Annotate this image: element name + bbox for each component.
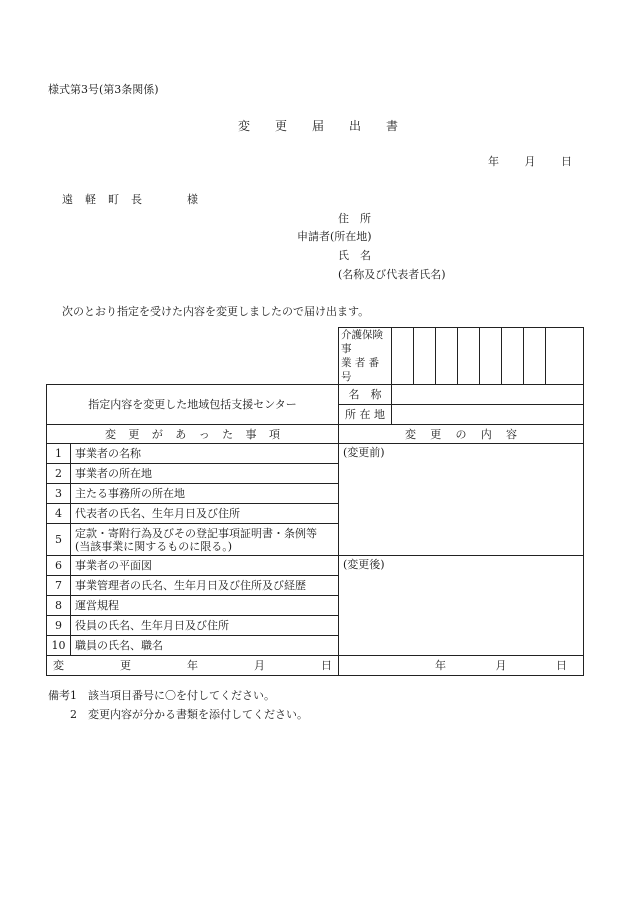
date-line xyxy=(488,155,572,169)
item-number[interactable]: 5 xyxy=(47,524,71,556)
note-2: 2 変更内容が分かる書類を添付してください。 xyxy=(70,708,308,721)
item-label-line: 定款・寄附行為及びその登記事項証明書・条例等 xyxy=(75,526,317,540)
item-label: 運営規程 xyxy=(71,596,339,616)
matters-header-char: が xyxy=(151,427,163,441)
matters-header-char: 更 xyxy=(128,427,140,441)
center-name-label: 名 称 xyxy=(339,385,392,405)
representative-label: (名称及び代表者氏名) xyxy=(338,268,446,281)
insurer-number-digit[interactable] xyxy=(436,328,458,385)
center-location-label: 所 在 地 xyxy=(339,405,392,425)
insurer-number-digit[interactable] xyxy=(546,328,584,385)
matters-header xyxy=(47,425,339,444)
title-char: 出 xyxy=(348,119,361,133)
change-date-day: 日 xyxy=(556,659,567,672)
insurer-number-digit[interactable] xyxy=(480,328,502,385)
matters-header-char: あ xyxy=(175,427,187,441)
change-date-char: 年 xyxy=(187,659,198,672)
after-change-label: (変更後) xyxy=(343,558,385,571)
change-form-table xyxy=(46,327,584,676)
date-day-label: 日 xyxy=(561,155,572,168)
item-label: 事業者の名称 xyxy=(71,444,339,464)
matters-header-char: た xyxy=(222,427,234,441)
addressee-name xyxy=(62,193,142,207)
matters-header-char: 変 xyxy=(105,427,116,441)
change-date-char: 変 xyxy=(53,659,64,672)
title-char: 変 xyxy=(238,119,251,133)
item-label: 代表者の氏名、生年月日及び住所 xyxy=(71,504,339,524)
intro-text: 次のとおり指定を受けた内容を変更しましたので届け出ます。 xyxy=(62,305,370,318)
item-label: 事業者の所在地 xyxy=(71,464,339,484)
insurer-number-label-line2: 業 者 番 号 xyxy=(341,357,380,383)
item-label: 主たる事務所の所在地 xyxy=(71,484,339,504)
content-header-char: の xyxy=(455,427,467,441)
change-date-month: 月 xyxy=(495,659,507,672)
item-number[interactable]: 2 xyxy=(47,464,71,484)
change-date-char: 月 xyxy=(254,659,265,672)
addressee-char: 町 xyxy=(108,193,119,206)
addressee-char: 長 xyxy=(131,193,142,206)
item-number[interactable]: 7 xyxy=(47,576,71,596)
note-1: 備考1 該当項目番号に〇を付してください。 xyxy=(48,689,275,702)
insurer-number-digit[interactable] xyxy=(502,328,524,385)
item-label xyxy=(71,524,339,556)
blank-cell xyxy=(47,328,339,385)
title-char: 書 xyxy=(385,119,398,133)
item-label: 役員の氏名、生年月日及び住所 xyxy=(71,616,339,636)
item-number[interactable]: 3 xyxy=(47,484,71,504)
content-header-char: 内 xyxy=(480,427,492,441)
matters-header-char: 事 xyxy=(245,427,257,441)
insurer-number-digit[interactable] xyxy=(392,328,414,385)
item-label: 職員の氏名、職名 xyxy=(71,636,339,656)
change-date-char: 日 xyxy=(321,659,332,672)
item-number[interactable]: 4 xyxy=(47,504,71,524)
insurer-number-digit[interactable] xyxy=(414,328,436,385)
before-change-label: (変更前) xyxy=(343,446,385,459)
item-number[interactable]: 10 xyxy=(47,636,71,656)
change-date-field[interactable] xyxy=(339,656,584,676)
addressee-honorific: 様 xyxy=(187,193,198,206)
matters-header-char: っ xyxy=(198,427,210,441)
date-month-label: 月 xyxy=(524,155,536,168)
insurer-number-digit[interactable] xyxy=(458,328,480,385)
addressee-char: 軽 xyxy=(85,193,96,206)
content-header xyxy=(339,425,584,444)
before-change-field[interactable] xyxy=(339,444,584,556)
center-name-field[interactable] xyxy=(392,385,584,405)
content-header-char: 容 xyxy=(506,427,517,441)
item-label: 事業管理者の氏名、生年月日及び住所及び経歴 xyxy=(71,576,339,596)
document-title xyxy=(238,119,398,133)
insurer-number-label-line1: 介護保険事 xyxy=(341,329,383,355)
change-date-year: 年 xyxy=(435,659,446,672)
item-label-line: (当該事業に関するものに限る。) xyxy=(75,539,233,553)
applicant-label: 申請者(所在地) xyxy=(297,230,372,243)
matters-header-char: 項 xyxy=(268,427,280,441)
insurer-number-digit[interactable] xyxy=(524,328,546,385)
name-label: 氏 名 xyxy=(338,249,371,262)
item-number[interactable]: 1 xyxy=(47,444,71,464)
form-number-label: 様式第3号(第3条関係) xyxy=(48,83,159,96)
center-location-field[interactable] xyxy=(392,405,584,425)
content-header-char: 変 xyxy=(405,427,416,441)
change-date-char: 更 xyxy=(120,659,131,672)
content-header-char: 更 xyxy=(430,427,442,441)
item-number[interactable]: 8 xyxy=(47,596,71,616)
item-number[interactable]: 9 xyxy=(47,616,71,636)
title-char: 更 xyxy=(274,119,287,133)
item-label: 事業者の平面図 xyxy=(71,556,339,576)
after-change-field[interactable] xyxy=(339,556,584,656)
insurer-number-label xyxy=(339,328,392,385)
change-date-label xyxy=(47,656,339,676)
center-label: 指定内容を変更した地域包括支援センター xyxy=(47,385,339,425)
addressee-char: 遠 xyxy=(62,193,73,206)
title-char: 届 xyxy=(311,119,324,133)
date-year-label: 年 xyxy=(488,155,499,168)
address-label: 住 所 xyxy=(338,212,371,225)
item-number[interactable]: 6 xyxy=(47,556,71,576)
